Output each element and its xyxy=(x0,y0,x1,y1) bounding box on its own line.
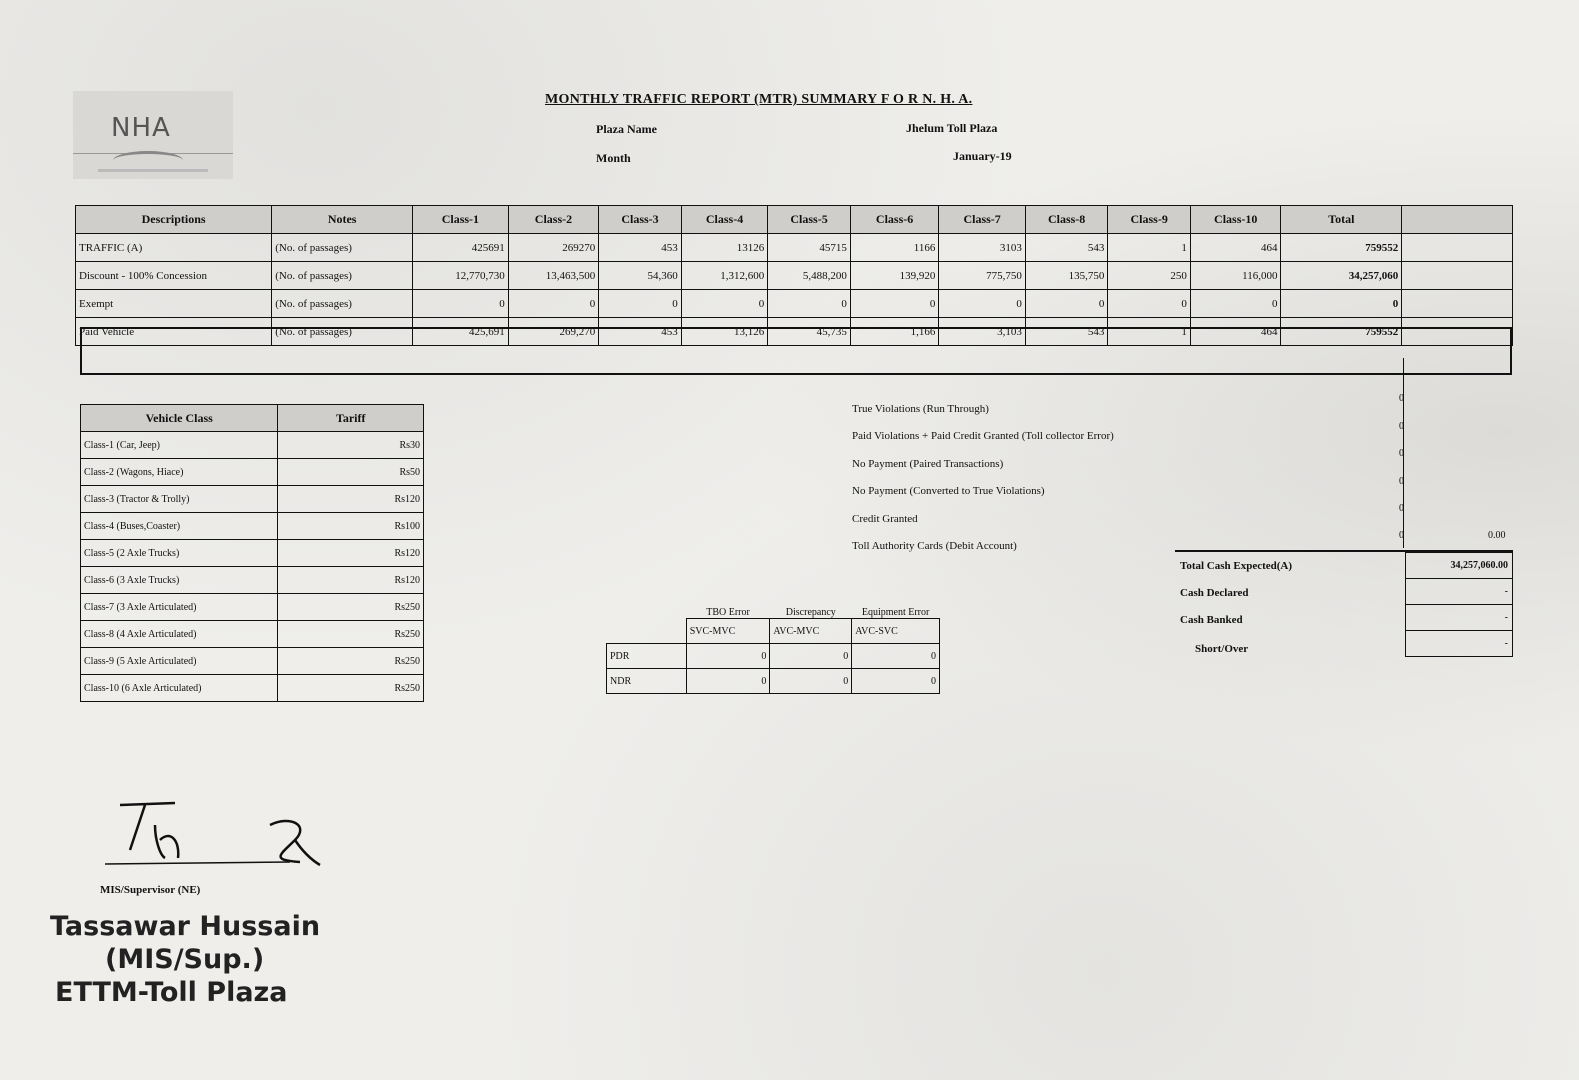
cell: 12,770,730 xyxy=(413,262,509,290)
tariff-value: Rs250 xyxy=(278,621,424,648)
tariff-table-header xyxy=(81,405,424,432)
table-row xyxy=(81,432,424,459)
header-class-10: Class-10 xyxy=(1190,206,1281,234)
tariff-value: Rs120 xyxy=(278,567,424,594)
table-row xyxy=(1406,553,1513,579)
cell: 5,488,200 xyxy=(768,262,851,290)
cell: 543 xyxy=(1025,318,1108,346)
table-row xyxy=(1406,631,1513,657)
cell: 0 xyxy=(852,644,940,669)
cell: 13,126 xyxy=(681,318,768,346)
header-vehicle-class: Vehicle Class xyxy=(81,405,278,432)
cell: 0 xyxy=(686,644,770,669)
cell: 0 xyxy=(852,669,940,694)
cell: 0 xyxy=(508,290,599,318)
cash-value: - xyxy=(1406,579,1513,605)
violation-value: 0 xyxy=(1399,503,1404,514)
table-row xyxy=(81,459,424,486)
traffic-summary-table xyxy=(75,205,1513,346)
cell: 3103 xyxy=(939,234,1026,262)
cell: 116,000 xyxy=(1190,262,1281,290)
cell: 0 xyxy=(1108,290,1191,318)
stamp-title: (MIS/Sup.) xyxy=(105,944,265,975)
cell: 135,750 xyxy=(1025,262,1108,290)
cell: 453 xyxy=(599,234,682,262)
row-description: Discount - 100% Concession xyxy=(76,262,272,290)
violation-label: Toll Authority Cards (Debit Account) xyxy=(852,540,1017,552)
report-title: MONTHLY TRAFFIC REPORT (MTR) SUMMARY F O R N. H. A. xyxy=(545,92,973,107)
cell-total: 34,257,060 xyxy=(1281,262,1402,290)
tariff-table xyxy=(80,404,424,702)
tariff-value: Rs250 xyxy=(278,675,424,702)
vehicle-class: Class-7 (3 Axle Articulated) xyxy=(81,594,278,621)
cell xyxy=(1402,234,1513,262)
tariff-value: Rs250 xyxy=(278,594,424,621)
cell: 13,463,500 xyxy=(508,262,599,290)
month-label: Month xyxy=(596,151,631,165)
header-class-2: Class-2 xyxy=(508,206,599,234)
cash-value: - xyxy=(1406,605,1513,631)
table-row xyxy=(81,621,424,648)
supervisor-label: MIS/Supervisor (NE) xyxy=(100,884,201,896)
cell: 45715 xyxy=(768,234,851,262)
cash-label: Cash Banked xyxy=(1180,614,1243,626)
table-row xyxy=(81,540,424,567)
vehicle-class: Class-3 (Tractor & Trolly) xyxy=(81,486,278,513)
header-descriptions: Descriptions xyxy=(76,206,272,234)
table-row-ndr xyxy=(607,669,940,694)
cell: 1166 xyxy=(850,234,939,262)
cell: 0 xyxy=(770,644,852,669)
stamp-location: ETTM-Toll Plaza xyxy=(55,977,288,1008)
header-class-4: Class-4 xyxy=(681,206,768,234)
cell: 0 xyxy=(686,669,770,694)
vehicle-class: Class-6 (3 Axle Trucks) xyxy=(81,567,278,594)
cell: 54,360 xyxy=(599,262,682,290)
signature-graphic xyxy=(100,800,330,890)
cash-value: - xyxy=(1406,631,1513,657)
cash-label: Short/Over xyxy=(1195,643,1249,655)
logo-text: NHA xyxy=(111,113,171,143)
cell: 269270 xyxy=(508,234,599,262)
cell: 425691 xyxy=(413,234,509,262)
cell: 3,103 xyxy=(939,318,1026,346)
vehicle-class: Class-10 (6 Axle Articulated) xyxy=(81,675,278,702)
table-row-discount xyxy=(76,262,1513,290)
vehicle-class: Class-8 (4 Axle Articulated) xyxy=(81,621,278,648)
cell: 543 xyxy=(1025,234,1108,262)
logo-caption xyxy=(98,169,208,172)
cash-label: Total Cash Expected(A) xyxy=(1180,560,1293,572)
cell: 1,166 xyxy=(850,318,939,346)
cell xyxy=(1402,290,1513,318)
cash-value: 34,257,060.00 xyxy=(1406,553,1513,579)
cell: 0 xyxy=(413,290,509,318)
cell: 1 xyxy=(1108,318,1191,346)
nha-logo xyxy=(73,91,233,179)
logo-emblem-icon xyxy=(113,151,183,170)
violation-value: 0 xyxy=(1399,530,1404,541)
row-label: NDR xyxy=(607,669,687,694)
row-notes: (No. of passages) xyxy=(272,234,413,262)
tariff-value: Rs120 xyxy=(278,486,424,513)
error-table-header xyxy=(607,600,940,619)
table-row-exempt xyxy=(76,290,1513,318)
table-row xyxy=(81,594,424,621)
cell: 0 xyxy=(768,290,851,318)
stamp-name: Tassawar Hussain xyxy=(50,911,321,942)
plaza-name-value: Jhelum Toll Plaza xyxy=(906,121,998,135)
summary-divider-bar xyxy=(80,327,1512,375)
header-discrepancy: Discrepancy xyxy=(785,607,836,618)
cell: 0 xyxy=(599,290,682,318)
cell: 775,750 xyxy=(939,262,1026,290)
blank-header xyxy=(607,600,687,619)
vehicle-class: Class-9 (5 Axle Articulated) xyxy=(81,648,278,675)
cell: 1 xyxy=(1108,234,1191,262)
table-row xyxy=(81,486,424,513)
header-tariff: Tariff xyxy=(278,405,424,432)
table-row xyxy=(81,675,424,702)
table-row xyxy=(81,567,424,594)
cell: 0 xyxy=(681,290,768,318)
violation-label: No Payment (Converted to True Violations) xyxy=(852,485,1045,497)
error-table xyxy=(606,600,940,694)
cell: 1,312,600 xyxy=(681,262,768,290)
header-class-3: Class-3 xyxy=(599,206,682,234)
cell: 250 xyxy=(1108,262,1191,290)
vehicle-class: Class-1 (Car, Jeep) xyxy=(81,432,278,459)
table-row-traffic xyxy=(76,234,1513,262)
cell: 269,270 xyxy=(508,318,599,346)
subheader: AVC-SVC xyxy=(852,619,940,644)
cell-total: 759552 xyxy=(1281,234,1402,262)
row-notes: (No. of passages) xyxy=(272,318,413,346)
header-blank xyxy=(1402,206,1513,234)
cell: 139,920 xyxy=(850,262,939,290)
error-table-subheader xyxy=(607,619,940,644)
violation-value: 0 xyxy=(1399,476,1404,487)
plaza-name-label: Plaza Name xyxy=(596,122,657,136)
header-class-7: Class-7 xyxy=(939,206,1026,234)
header-total: Total xyxy=(1281,206,1402,234)
tariff-value: Rs100 xyxy=(278,513,424,540)
cell: 13126 xyxy=(681,234,768,262)
header-class-9: Class-9 xyxy=(1108,206,1191,234)
violation-label: Paid Violations + Paid Credit Granted (Toll collector Error) xyxy=(852,430,1114,442)
cell: 0 xyxy=(1190,290,1281,318)
violation-label: No Payment (Paired Transactions) xyxy=(852,458,1004,470)
table-row-pdr xyxy=(607,644,940,669)
violation-value: 0 xyxy=(1399,421,1404,432)
cell: 425,691 xyxy=(413,318,509,346)
subheader: SVC-MVC xyxy=(686,619,770,644)
table-row xyxy=(81,648,424,675)
vehicle-class: Class-4 (Buses,Coaster) xyxy=(81,513,278,540)
cell: 453 xyxy=(599,318,682,346)
table-row xyxy=(1406,605,1513,631)
tariff-value: Rs50 xyxy=(278,459,424,486)
violation-label: True Violations (Run Through) xyxy=(852,403,989,415)
header-class-6: Class-6 xyxy=(850,206,939,234)
violation-value: 0 xyxy=(1399,393,1404,404)
subheader: AVC-MVC xyxy=(770,619,852,644)
cell: 0 xyxy=(1025,290,1108,318)
cell: 464 xyxy=(1190,234,1281,262)
row-description: Paid Vehicle xyxy=(76,318,272,346)
cell: 0 xyxy=(939,290,1026,318)
official-stamp xyxy=(50,910,320,1009)
tariff-value: Rs30 xyxy=(278,432,424,459)
row-notes: (No. of passages) xyxy=(272,290,413,318)
header-equipment-error: Equipment Error xyxy=(861,607,930,618)
cell-total: 0 xyxy=(1281,290,1402,318)
table-row xyxy=(81,513,424,540)
cell-total: 759552 xyxy=(1281,318,1402,346)
violation-value: 0 xyxy=(1399,448,1404,459)
header-class-5: Class-5 xyxy=(768,206,851,234)
tariff-value: Rs120 xyxy=(278,540,424,567)
row-description: TRAFFIC (A) xyxy=(76,234,272,262)
header-class-8: Class-8 xyxy=(1025,206,1108,234)
month-value: January-19 xyxy=(953,149,1012,163)
tariff-value: Rs250 xyxy=(278,648,424,675)
toll-card-amount: 0.00 xyxy=(1488,530,1506,541)
vehicle-class: Class-2 (Wagons, Hiace) xyxy=(81,459,278,486)
header-notes: Notes xyxy=(272,206,413,234)
row-label: PDR xyxy=(607,644,687,669)
cell: 0 xyxy=(850,290,939,318)
cash-values-table xyxy=(1405,552,1513,657)
cash-label: Cash Declared xyxy=(1180,587,1249,599)
cell: 45,735 xyxy=(768,318,851,346)
cell: 464 xyxy=(1190,318,1281,346)
blank-subheader xyxy=(607,619,687,644)
row-notes: (No. of passages) xyxy=(272,262,413,290)
violation-label: Credit Granted xyxy=(852,513,918,525)
cell xyxy=(1402,262,1513,290)
header-class-1: Class-1 xyxy=(413,206,509,234)
traffic-table-header xyxy=(76,206,1513,234)
table-row xyxy=(1406,579,1513,605)
cell: 0 xyxy=(770,669,852,694)
row-description: Exempt xyxy=(76,290,272,318)
vehicle-class: Class-5 (2 Axle Trucks) xyxy=(81,540,278,567)
header-tbo-error: TBO Error xyxy=(706,607,750,618)
